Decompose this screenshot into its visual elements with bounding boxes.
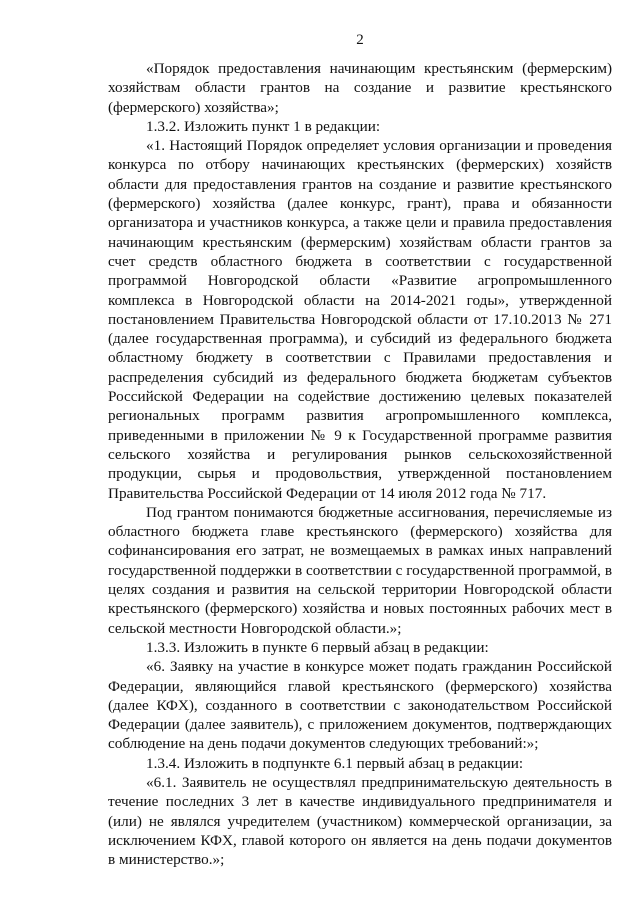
paragraph-point-6-1: «6.1. Заявитель не осуществлял предпринимательскую деятельность в течение последних 3 лет в качестве индивидуального предпринимателя и (или) не являлся учредителем (участником) коммерческой организации, за исключением КФХ, главой которого он является на день подачи документов в министерство.»; [108, 773, 612, 869]
page-number: 2 [356, 32, 364, 48]
paragraph-point-1: «1. Настоящий Порядок определяет условия организации и проведения конкурса по отбору начинающих крестьянских (фермерских) хозяйств области для предоставления грантов на создание и развитие крестьянского (фермерского) хозяйства (далее конкурс, грант), права и обязанности организатора и участников конкурса, а также цели и правила предоставления начинающим крестьянским (фермерским) хозяйствам области грантов за счет средств областного бюджета в соответствии с государственной программой Новгородской области «Развитие агропромышленного комплекса в Новгородской области на 2014-2021 годы», утвержденной постановлением Правительства Новгородской области от 17.10.2013 № 271 (далее государственная программа), и субсидий из федерального бюджета областному бюджету в соответствии с Правилами предоставления и распределения субсидий из федерального бюджета бюджетам субъектов Российской Федерации на содействие достижению целевых показателей региональных программ развития агропромышленного комплекса, приведенными в приложении № 9 к Государственной программе развития сельского хозяйства и регулирования рынков сельскохозяйственной продукции, сырья и продовольствия, утвержденной постановлением Правительства Российской Федерации от 14 июля 2012 года № 717. [108, 137, 612, 502]
paragraph-1-3-2-heading: 1.3.2. Изложить пункт 1 в редакции: [146, 117, 381, 135]
paragraph-grant-definition: Под грантом понимаются бюджетные ассигнования, перечисляемые из областного бюджета главе крестьянского (фермерского) хозяйства для софинансирования его затрат, не возмещаемых в рамках иных направлений государственной поддержки в соответствии с государственной программой, в целях создания и развития на сельской территории Новгородской области крестьянского (фермерского) хозяйства и новых постоянных рабочих мест в сельской местности Новгородской области.»; [108, 503, 612, 637]
paragraph-1-3-3-heading: 1.3.3. Изложить в пункте 6 первый абзац в редакции: [146, 638, 489, 656]
paragraph-point-6: «6. Заявку на участие в конкурсе может подать гражданин Российской Федерации, являющийся главой крестьянского (фермерского) хозяйства (далее КФХ), созданного в соответствии с законодательством Российской Федерации (далее заявитель), с приложением документов, подтверждающих соблюдение на день подачи документов следующих требований:»; [108, 658, 612, 753]
paragraph-order-title: «Порядок предоставления начинающим крестьянским (фермерским) хозяйствам области грантов на создание и развитие крестьянского (фермерского) хозяйства»; [108, 60, 612, 116]
paragraph-1-3-4-heading: 1.3.4. Изложить в подпункте 6.1 первый абзац в редакции: [146, 754, 524, 772]
